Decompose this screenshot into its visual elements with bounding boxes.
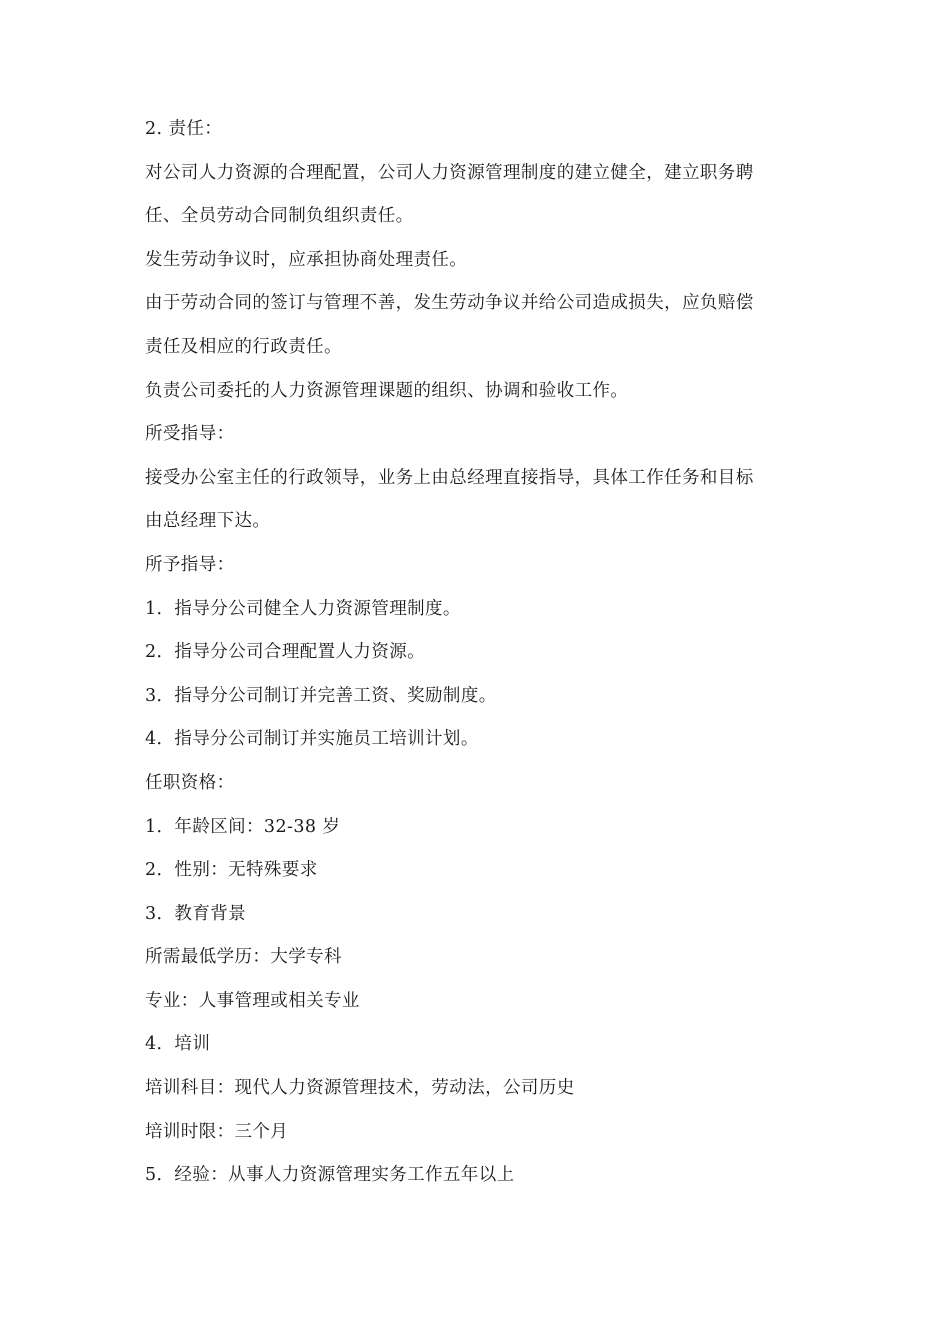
list-item: 3．指导分公司制订并完善工资、奖励制度。 [145, 685, 497, 706]
list-item: 4．指导分公司制订并实施员工培训计划。 [145, 729, 479, 750]
document-body [145, 108, 805, 1198]
paragraph-line: 负责公司委托的人力资源管理课题的组织、协调和验收工作。 [145, 380, 629, 401]
paragraph-line: 接受办公室主任的行政领导，业务上由总经理直接指导，具体工作任务和目标 [145, 467, 754, 488]
paragraph-line: 由于劳动合同的签订与管理不善，发生劳动争议并给公司造成损失，应负赔偿 [145, 293, 754, 314]
list-item: 1．指导分公司健全人力资源管理制度。 [145, 598, 461, 619]
list-item: 4．培训 [145, 1034, 211, 1055]
section-heading-qualifications: 任职资格： [145, 772, 235, 793]
section-heading-guidance-given: 所予指导： [145, 554, 235, 575]
paragraph-line: 专业：人事管理或相关专业 [145, 990, 360, 1011]
paragraph-line: 对公司人力资源的合理配置，公司人力资源管理制度的建立健全，建立职务聘 [145, 162, 754, 183]
list-item: 1．年龄区间：32-38 岁 [145, 816, 341, 837]
list-item: 2．指导分公司合理配置人力资源。 [145, 642, 426, 663]
list-item: 2．性别：无特殊要求 [145, 860, 318, 881]
paragraph-line: 培训时限：三个月 [145, 1121, 289, 1142]
list-item: 3．教育背景 [145, 903, 247, 924]
section-heading-guidance-received: 所受指导： [145, 424, 235, 445]
paragraph-line: 任、全员劳动合同制负组织责任。 [145, 206, 414, 227]
paragraph-line: 培训科目：现代人力资源管理技术，劳动法，公司历史 [145, 1078, 575, 1099]
paragraph-line: 发生劳动争议时，应承担协商处理责任。 [145, 249, 468, 270]
paragraph-line: 责任及相应的行政责任。 [145, 336, 342, 357]
section-heading-responsibility: 2. 责任： [145, 119, 223, 139]
paragraph-line: 所需最低学历：大学专科 [145, 947, 342, 968]
list-item: 5．经验：从事人力资源管理实务工作五年以上 [145, 1165, 515, 1186]
paragraph-line: 由总经理下达。 [145, 511, 271, 532]
